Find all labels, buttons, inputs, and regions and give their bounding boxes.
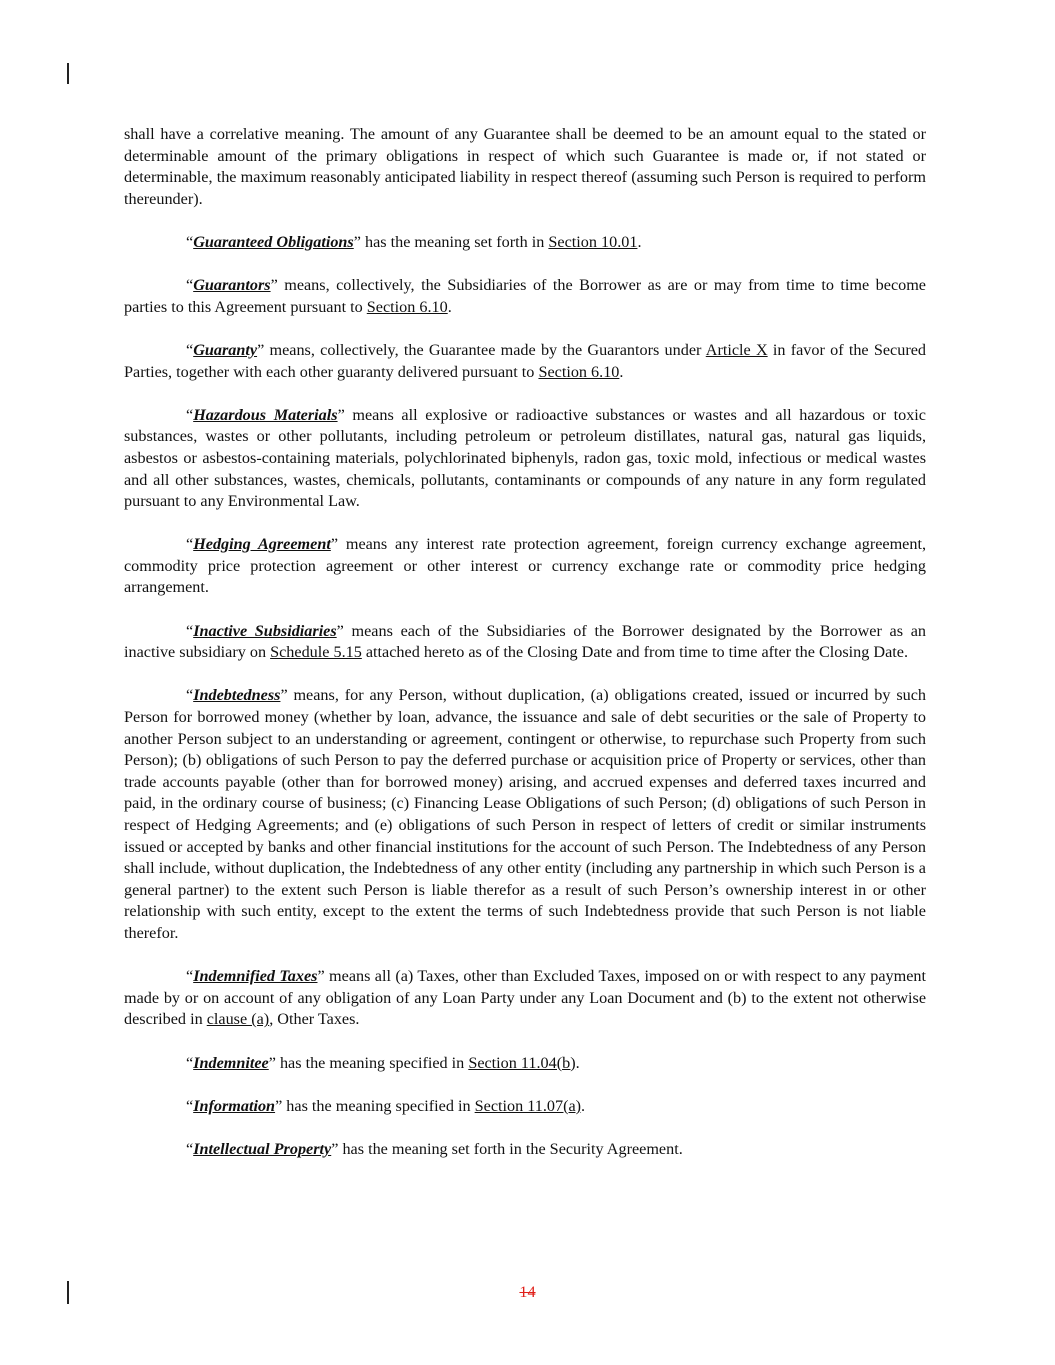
defined-term: Indemnitee — [193, 1053, 269, 1072]
change-bar-top — [67, 63, 69, 84]
page-number: 14 — [519, 1283, 536, 1301]
definition-hedging-agreement: “Hedging Agreement” means any interest rate protection agreement, foreign currency exchange agreement, commodity price protection agreement or other interest or currency exchange rate or commodity price hedging arrangement. — [124, 535, 927, 597]
defined-term: Hazardous Materials — [193, 405, 338, 424]
definition-guaranty: “Guaranty” means, collectively, the Guarantee made by the Guarantors under Article X in favor of the Secured Parties, together with each other guaranty delivered pursuant to Section 6.10. — [124, 340, 926, 381]
definition-inactive-subsidiaries: “Inactive Subsidiaries” means each of the Subsidiaries of the Borrower designated by the Borrower as an inactive subsidiary on Schedule 5.15 attached hereto as of the Closing Date and from time to time after the Closing Date. — [124, 621, 926, 662]
defined-term: Guaranty — [193, 340, 258, 359]
definition-hazardous-materials: “Hazardous Materials” means all explosive or radioactive substances or wastes and all hazardous or toxic substances, wastes or other pollutants, including petroleum or petroleum distillates, natural gas, natural gas liquids, asbestos or asbestos-containing materials, polychlorinated biphenyls, radon gas, toxic mold, infectious or medical wastes and all other substances, wastes, chemicals, pollutants, contaminants or compounds of any nature in any form regulated pursuant to any Environmental Law. — [124, 405, 926, 511]
definition-indemnitee: “Indemnitee” has the meaning specified in Section 11.04(b). — [186, 1053, 580, 1072]
defined-term: Guarantors — [193, 276, 271, 295]
cross-reference[interactable]: Section 6.10 — [538, 362, 620, 381]
cross-reference[interactable]: Section 11.07(a) — [474, 1096, 582, 1115]
continuation-paragraph: shall have a correlative meaning. The amount of any Guarantee shall be deemed to be an amount equal to the stated or determinable amount of the primary obligations in respect of which such Guarantee is made or, if not stated or determinable, the maximum reasonably anticipated liability in respect thereof (assuming such Person is required to perform thereunder). — [124, 125, 926, 208]
defined-term: Information — [193, 1096, 276, 1115]
defined-term: Intellectual Property — [193, 1139, 332, 1158]
cross-reference[interactable]: Article X — [705, 340, 768, 359]
defined-term: Indemnified Taxes — [193, 967, 318, 986]
defined-term: Inactive Subsidiaries — [193, 621, 337, 640]
defined-term: Indebtedness — [193, 686, 281, 705]
cross-reference[interactable]: Section 11.04(b) — [468, 1053, 576, 1072]
definition-intellectual-property: “Intellectual Property” has the meaning set forth in the Security Agreement. — [186, 1139, 683, 1158]
document-body — [124, 124, 926, 1182]
definition-guarantors: “Guarantors” means, collectively, the Subsidiaries of the Borrower as are or may from time to time become parties to this Agreement pursuant to Section 6.10. — [124, 276, 926, 316]
cross-reference[interactable]: Schedule 5.15 — [270, 643, 362, 662]
cross-reference[interactable]: Section 10.01 — [548, 232, 638, 251]
definition-information: “Information” has the meaning specified in Section 11.07(a). — [186, 1096, 586, 1115]
cross-reference[interactable]: Section 6.10 — [366, 297, 448, 316]
definition-indebtedness: “Indebtedness” means, for any Person, without duplication, (a) obligations created, issued or incurred by such Person for borrowed money (whether by loan, advance, the issuance and sale of debt securities or the sale of Property to another Person subject to an understanding or agreement, contingent or otherwise, to repurchase such Property from such Person); (b) obligations of such Person to pay the deferred purchase or acquisition price of Property or services, other than trade accounts payable (other than for borrowed money) arising, and accrued expenses and deferred taxes incurred and paid, in the ordinary course of business; (c) Financing Lease Obligations of such Person; (d) obligations of such Person in respect of Hedging Agreements; and (e) obligations of such Person in respect of letters of credit or similar instruments issued or accepted by banks and other financial institutions for the account of such Person. The Indebtedness of any Person shall include, without duplication, the Indebtedness of any other entity (including any partnership in which such Person is a general partner) to the extent such Person is liable therefor as a result of such Person’s ownership interest in or other relationship with such entity, except to the extent the terms of such Indebtedness provide that such Person is not liable therefor. — [124, 686, 926, 942]
defined-term: Hedging Agreement — [193, 535, 331, 554]
definition-guaranteed-obligations: “Guaranteed Obligations” has the meaning set forth in Section 10.01. — [186, 232, 642, 251]
definition-indemnified-taxes: “Indemnified Taxes” means all (a) Taxes, other than Excluded Taxes, imposed on or with respect to any payment made by or on account of any obligation of any Loan Party under any Loan Document and (b) to the extent not otherwise described in clause (a), Other Taxes. — [124, 967, 926, 1029]
cross-reference[interactable]: clause (a) — [206, 1010, 270, 1029]
defined-term: Guaranteed Obligations — [193, 232, 354, 251]
